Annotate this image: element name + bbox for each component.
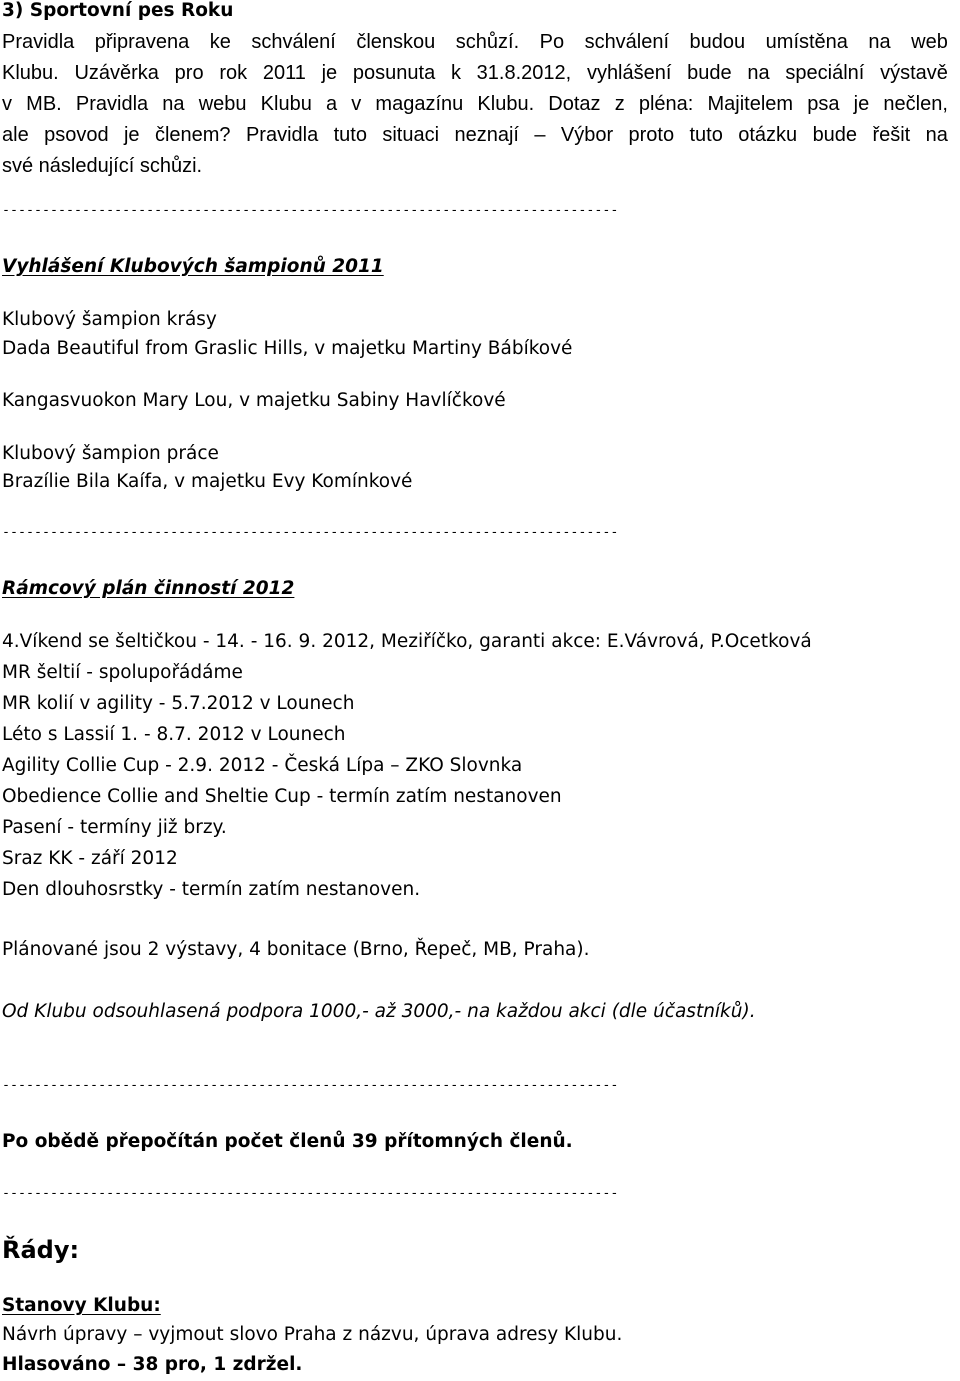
- word: na: [747, 62, 770, 84]
- word: posunuta: [352, 62, 436, 84]
- word: Výbor: [560, 124, 614, 146]
- word: bude: [687, 62, 732, 84]
- plan-item: MR kolií v agility - 5.7.2012 v Lounech: [2, 693, 355, 714]
- word: psovod: [44, 124, 109, 146]
- work-champion-1: Brazílie Bila Kaífa, v majetku Evy Komínkové: [2, 471, 413, 492]
- recount-note: Po obědě přepočítán počet členů 39 přítomných členů.: [2, 1131, 573, 1152]
- champions-title: Vyhlášení Klubových šampionů 2011: [2, 256, 384, 277]
- word: speciální: [785, 62, 865, 84]
- plan-item: 4.Víkend se šeltičkou - 14. - 16. 9. 2012, Meziříčko, garanti akce: E.Vávrová, P.Ocetková: [2, 631, 812, 652]
- word: Majitelem: [707, 93, 794, 115]
- rules-title: Řády:: [2, 1236, 80, 1264]
- word: budou: [689, 31, 746, 53]
- word: Uzávěrka: [74, 62, 159, 84]
- word: ale: [2, 124, 29, 146]
- word: z: [614, 93, 625, 115]
- word: 31.8.2012,: [476, 62, 572, 84]
- word: řešit: [872, 124, 911, 146]
- word: Klubu.: [477, 93, 535, 115]
- plan-item: Léto s Lassií 1. - 8.7. 2012 v Lounech: [2, 724, 346, 745]
- word: Po: [539, 31, 565, 53]
- word: Dotaz: [548, 93, 601, 115]
- section-3-line-4: [2, 124, 948, 147]
- word: webu: [198, 93, 247, 115]
- beauty-champion-2: Kangasvuokon Mary Lou, v majetku Sabiny Havlíčkové: [2, 390, 506, 411]
- statute-text: Návrh úpravy – vyjmout slovo Praha z názvu, úprava adresy Klubu.: [2, 1324, 623, 1345]
- word: magazínu: [375, 93, 464, 115]
- word: členem?: [154, 124, 231, 146]
- statute-label: Stanovy Klubu:: [2, 1295, 161, 1316]
- word: otázku: [738, 124, 798, 146]
- word: na: [868, 31, 891, 53]
- word: k: [450, 62, 461, 84]
- plan-item: Obedience Collie and Sheltie Cup - termín zatím nestanoven: [2, 786, 562, 807]
- word: je: [853, 93, 870, 115]
- word: MB.: [26, 93, 62, 115]
- section-3-line-2: [2, 62, 948, 85]
- word: web: [911, 31, 948, 53]
- section-3-line-5: své následující schůzi.: [2, 155, 203, 177]
- divider: -----------------------------------------------------------------------------: [2, 203, 619, 218]
- vote-result: Hlasováno – 38 pro, 1 zdržel.: [2, 1354, 303, 1375]
- word: v: [351, 93, 362, 115]
- plan-item: MR šeltií - spolupořádáme: [2, 662, 243, 683]
- word: schválení: [251, 31, 336, 53]
- plan-title: Rámcový plán činností 2012: [2, 578, 295, 599]
- word: tuto: [689, 124, 723, 146]
- word: schůzí.: [455, 31, 520, 53]
- word: situaci: [382, 124, 440, 146]
- beauty-champion-1: Dada Beautiful from Graslic Hills, v majetku Martiny Bábíkové: [2, 338, 573, 359]
- section-3-heading: 3) Sportovní pes Roku: [2, 0, 234, 21]
- word: rok: [219, 62, 248, 84]
- word: vyhlášení: [586, 62, 672, 84]
- word: a: [325, 93, 338, 115]
- support-note: Od Klubu odsouhlasená podpora 1000,- až 3000,- na každou akci (dle účastníků).: [2, 1001, 756, 1022]
- section-3-line-1: [2, 31, 948, 54]
- word: nečlen,: [883, 93, 948, 115]
- beauty-champion-label: Klubový šampion krásy: [2, 309, 217, 330]
- word: připravena: [94, 31, 190, 53]
- word: psa: [807, 93, 840, 115]
- word: pléna:: [638, 93, 694, 115]
- divider: -----------------------------------------------------------------------------: [2, 525, 619, 540]
- word: schválení: [584, 31, 670, 53]
- plan-item: Pasení - termíny již brzy.: [2, 817, 227, 838]
- word: na: [925, 124, 948, 146]
- divider: -----------------------------------------------------------------------------: [2, 1078, 619, 1093]
- plan-item: Agility Collie Cup - 2.9. 2012 - Česká Lípa – ZKO Slovnka: [2, 755, 523, 776]
- word: proto: [628, 124, 675, 146]
- word: výstavě: [880, 62, 948, 84]
- word: členskou: [356, 31, 436, 53]
- divider: -----------------------------------------------------------------------------: [2, 1186, 619, 1201]
- word: umístěna: [765, 31, 848, 53]
- word: Pravidla: [75, 93, 149, 115]
- word: neznají: [454, 124, 519, 146]
- word: bude: [812, 124, 858, 146]
- word: Klubu: [260, 93, 312, 115]
- work-champion-label: Klubový šampion práce: [2, 443, 219, 464]
- word: v: [2, 93, 12, 115]
- planned-shows: Plánované jsou 2 výstavy, 4 bonitace (Brno, Řepeč, MB, Praha).: [2, 939, 590, 960]
- plan-item: Sraz KK - září 2012: [2, 848, 178, 869]
- word: Pravidla: [245, 124, 319, 146]
- word: Pravidla: [2, 31, 75, 53]
- word: pro: [174, 62, 204, 84]
- word: –: [534, 124, 546, 146]
- word: Klubu.: [2, 62, 59, 84]
- word: tuto: [333, 124, 367, 146]
- word: je: [321, 62, 338, 84]
- plan-item: Den dlouhosrstky - termín zatím nestanoven.: [2, 879, 421, 900]
- word: ke: [209, 31, 231, 53]
- section-3-line-3: [2, 93, 948, 116]
- word: na: [162, 93, 185, 115]
- word: 2011: [262, 62, 306, 84]
- word: je: [123, 124, 140, 146]
